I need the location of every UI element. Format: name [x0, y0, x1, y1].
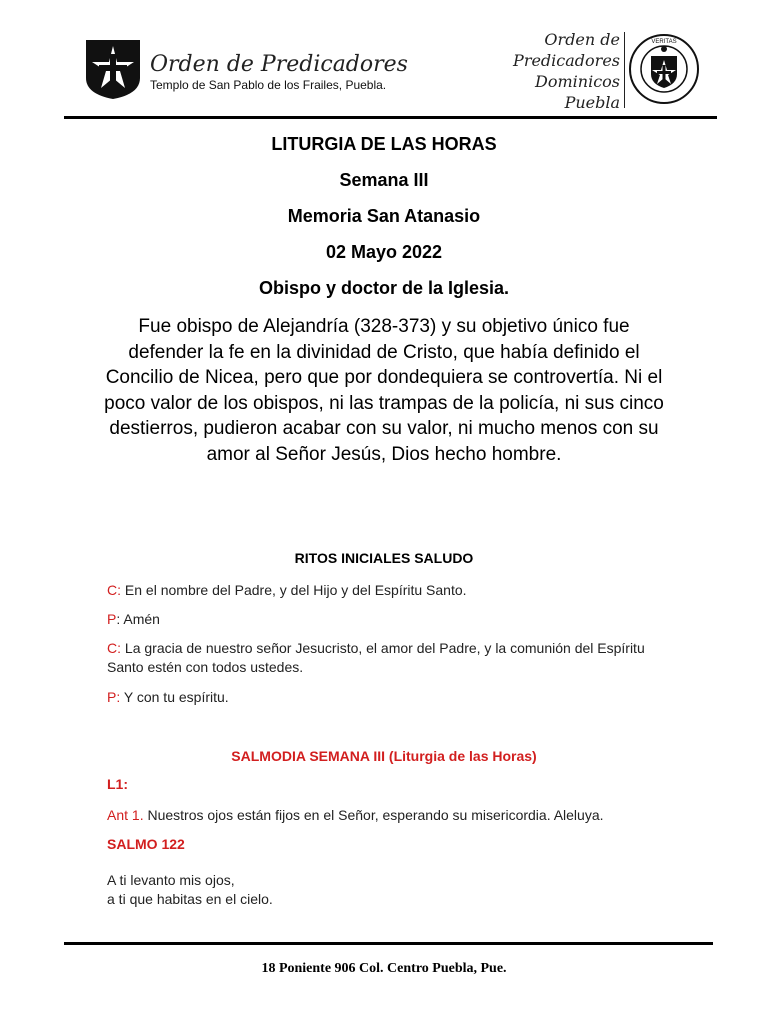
right-org-line: Puebla — [564, 93, 620, 112]
speaker-colon: : — [117, 582, 122, 598]
psalm-label: SALMO 122 — [107, 836, 185, 852]
svg-text:VERITAS: VERITAS — [651, 39, 677, 45]
antiphon-label: Ant 1. — [107, 807, 144, 823]
speaker-colon: : — [116, 611, 121, 627]
speaker-label: C — [107, 640, 118, 656]
saint-role-title: Obispo y doctor de la Iglesia. — [258, 278, 510, 298]
antiphon-text: Nuestros ojos están fijos en el Señor, esperando su misericordia. Aleluya. — [143, 807, 604, 823]
antiphon-line — [107, 806, 667, 825]
right-org-line: Predicadores — [513, 51, 620, 70]
prayer-line — [107, 639, 667, 677]
ritos-heading: RITOS INICIALES SALUDO — [294, 550, 474, 566]
right-org-line: Orden de — [544, 30, 620, 49]
dominican-seal — [628, 32, 700, 106]
prayer-text: La gracia de nuestro señor Jesucristo, el amor del Padre, y la comunión del Espíritu Santo estén con todos ustedes. — [107, 640, 645, 675]
intro-paragraph: Fue obispo de Alejandría (328-373) y su objetivo único fue defender la fe en la divinidad de Cristo, que había definido el Concilio de Nicea, pero que por dondequiera se controvertía. Ni el poco valor de los obispos, ni las trampas de la policía, ni sus cinco destierros, pudieron acabar con su valor, ni mucho menos con su amor al Señor Jesús, Dios hecho hombre. — [104, 316, 664, 465]
footer-divider — [64, 942, 713, 945]
speaker-label: P — [107, 689, 117, 705]
footer-address: 18 Poniente 906 Col. Centro Puebla, Pue. — [261, 961, 507, 976]
prayer-text: En el nombre del Padre, y del Hijo y del Espíritu Santo. — [121, 582, 467, 598]
speaker-colon: : — [116, 689, 121, 705]
org-name: Orden de Predicadores — [150, 52, 408, 77]
prayer-text: Y con tu espíritu. — [120, 689, 229, 705]
week-title: Semana III — [339, 170, 429, 190]
date-title: 02 Mayo 2022 — [325, 242, 443, 262]
psalm-verse: A ti levanto mis ojos, — [107, 872, 235, 888]
right-org-name — [513, 29, 620, 113]
prayer-text: Amén — [120, 611, 160, 627]
header-divider — [64, 116, 717, 119]
prayer-line — [107, 610, 667, 629]
speaker-colon: : — [117, 640, 122, 656]
page-title: LITURGIA DE LAS HORAS — [271, 134, 497, 154]
l1-label: L1: — [107, 776, 128, 792]
speaker-label: C — [107, 582, 118, 598]
prayer-line — [107, 688, 667, 707]
order-logo — [84, 38, 142, 100]
memorial-title: Memoria San Atanasio — [287, 206, 481, 226]
org-subtitle: Templo de San Pablo de los Frailes, Puebla. — [150, 78, 387, 92]
right-org-line: Dominicos — [535, 72, 620, 91]
speaker-label: P — [107, 611, 117, 627]
prayer-line — [107, 581, 667, 600]
header-vertical-divider — [624, 32, 625, 108]
psalm-verse: a ti que habitas en el cielo. — [107, 891, 273, 907]
salmodia-heading: SALMODIA SEMANA III (Liturgia de las Horas) — [231, 748, 537, 764]
